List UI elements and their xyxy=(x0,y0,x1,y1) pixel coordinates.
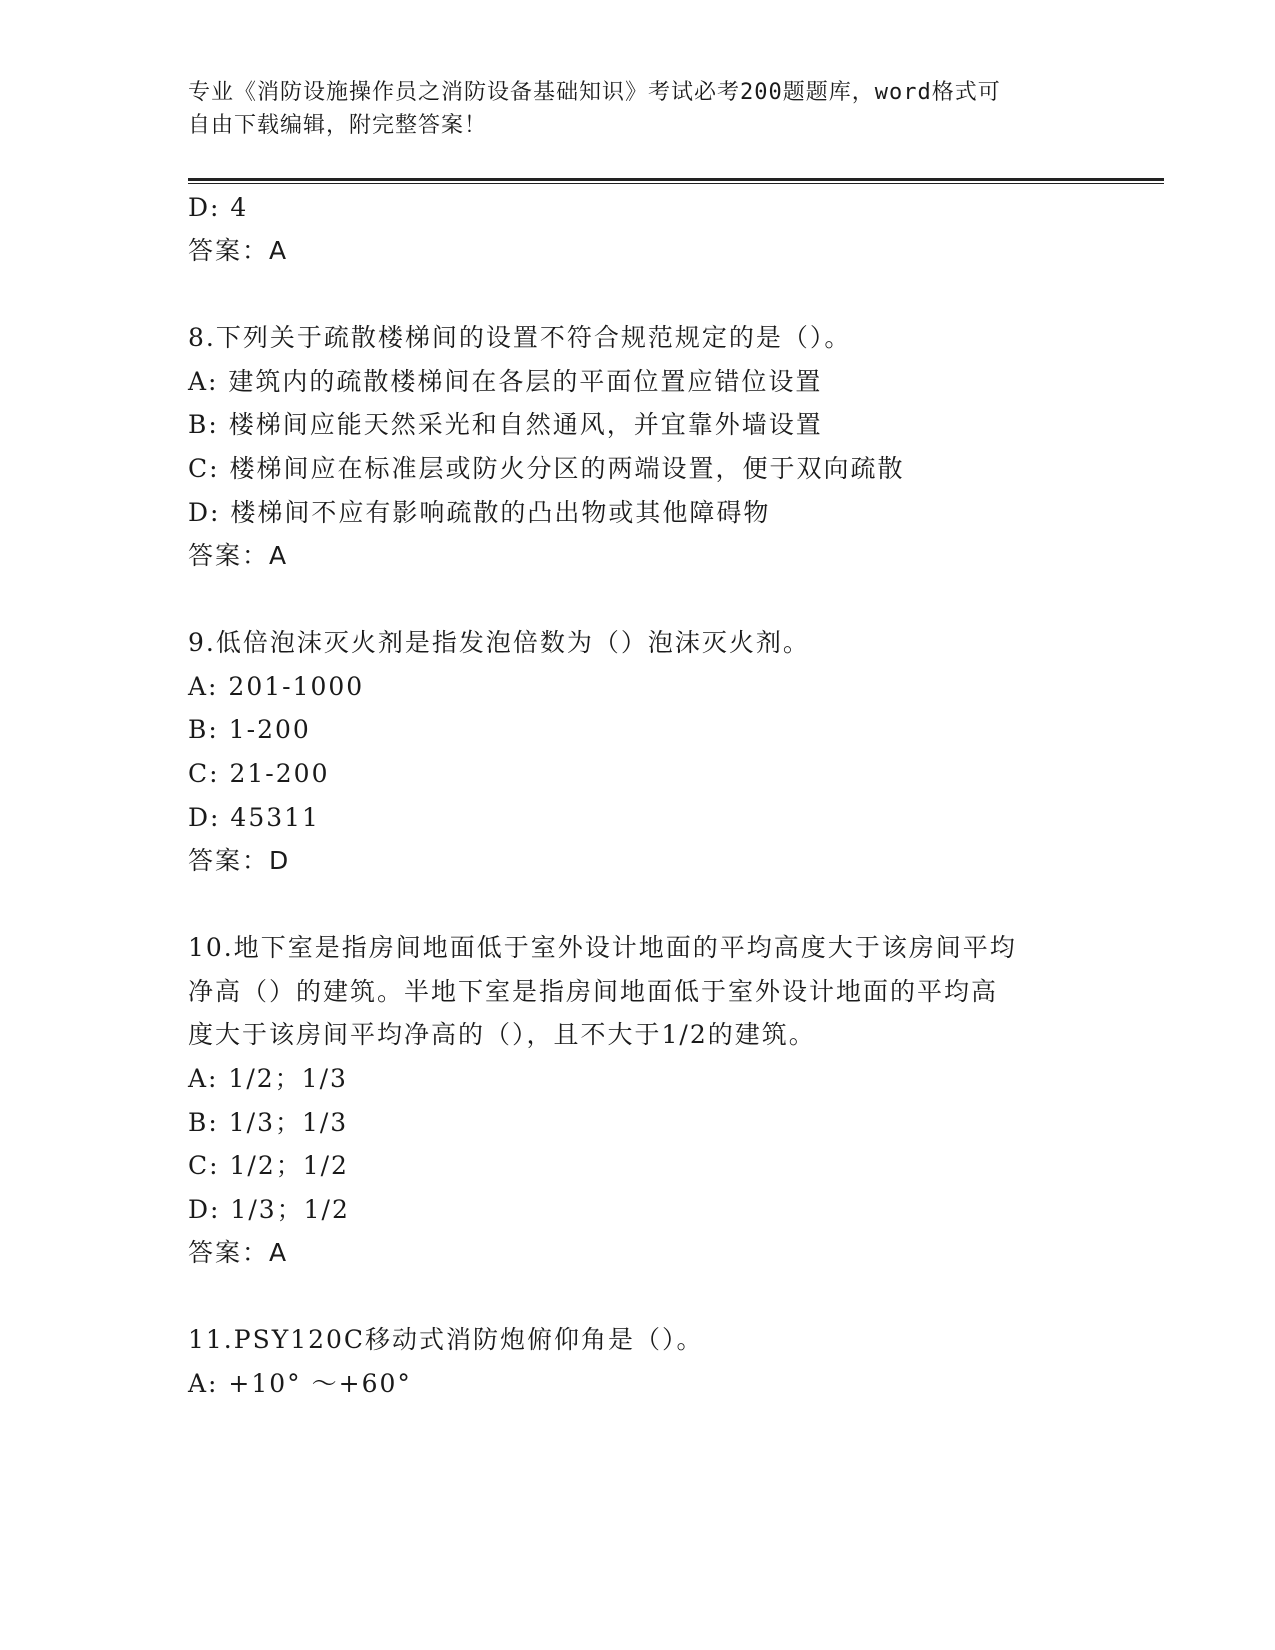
header-line-1: 专业《消防设施操作员之消防设备基础知识》考试必考200题题库，word格式可 xyxy=(188,80,1001,105)
q11-option-a: A: +10° ～+60° xyxy=(188,1369,412,1398)
q10-stem-line-2: 净高（）的建筑。半地下室是指房间地面低于室外设计地面的平均高 xyxy=(188,977,999,1006)
q8-option-b: B: 楼梯间应能天然采光和自然通风，并宜靠外墙设置 xyxy=(188,410,823,439)
q9-stem: 9.低倍泡沫灭火剂是指发泡倍数为（）泡沫灭火剂。 xyxy=(188,628,810,657)
q8-option-a: A: 建筑内的疏散楼梯间在各层的平面位置应错位设置 xyxy=(188,367,823,396)
q10-option-c: C: 1/2；1/2 xyxy=(188,1151,349,1180)
header-line-2: 自由下载编辑，附完整答案！ xyxy=(188,113,488,138)
q10-stem-line-3: 度大于该房间平均净高的（），且不大于1/2的建筑。 xyxy=(188,1020,816,1049)
q10-answer: 答案：A xyxy=(188,1238,289,1267)
q8-answer: 答案：A xyxy=(188,541,289,570)
header-divider-thin xyxy=(188,183,1164,184)
header-divider-thick xyxy=(188,178,1164,181)
q8-option-c: C: 楼梯间应在标准层或防火分区的两端设置，便于双向疏散 xyxy=(188,454,905,483)
q10-option-b: B: 1/3；1/3 xyxy=(188,1108,349,1137)
q9-option-b: B: 1-200 xyxy=(188,715,311,744)
q11-stem: 11.PSY120C移动式消防炮俯仰角是（）。 xyxy=(188,1325,704,1354)
q8-option-d: D: 楼梯间不应有影响疏散的凸出物或其他障碍物 xyxy=(188,498,771,527)
q10-stem-line-1: 10.地下室是指房间地面低于室外设计地面的平均高度大于该房间平均 xyxy=(188,933,1017,962)
q9-option-c: C: 21-200 xyxy=(188,759,330,788)
q10-option-a: A: 1/2；1/3 xyxy=(188,1064,348,1093)
q8-stem: 8.下列关于疏散楼梯间的设置不符合规范规定的是（）。 xyxy=(188,323,852,352)
q9-option-d: D: 45311 xyxy=(188,803,320,832)
prev-option-d: D: 4 xyxy=(188,193,249,222)
q10-option-d: D: 1/3；1/2 xyxy=(188,1195,350,1224)
q9-answer: 答案：D xyxy=(188,846,291,875)
q9-option-a: A: 201-1000 xyxy=(188,672,365,701)
prev-answer: 答案：A xyxy=(188,236,289,265)
document-header xyxy=(188,76,1088,142)
